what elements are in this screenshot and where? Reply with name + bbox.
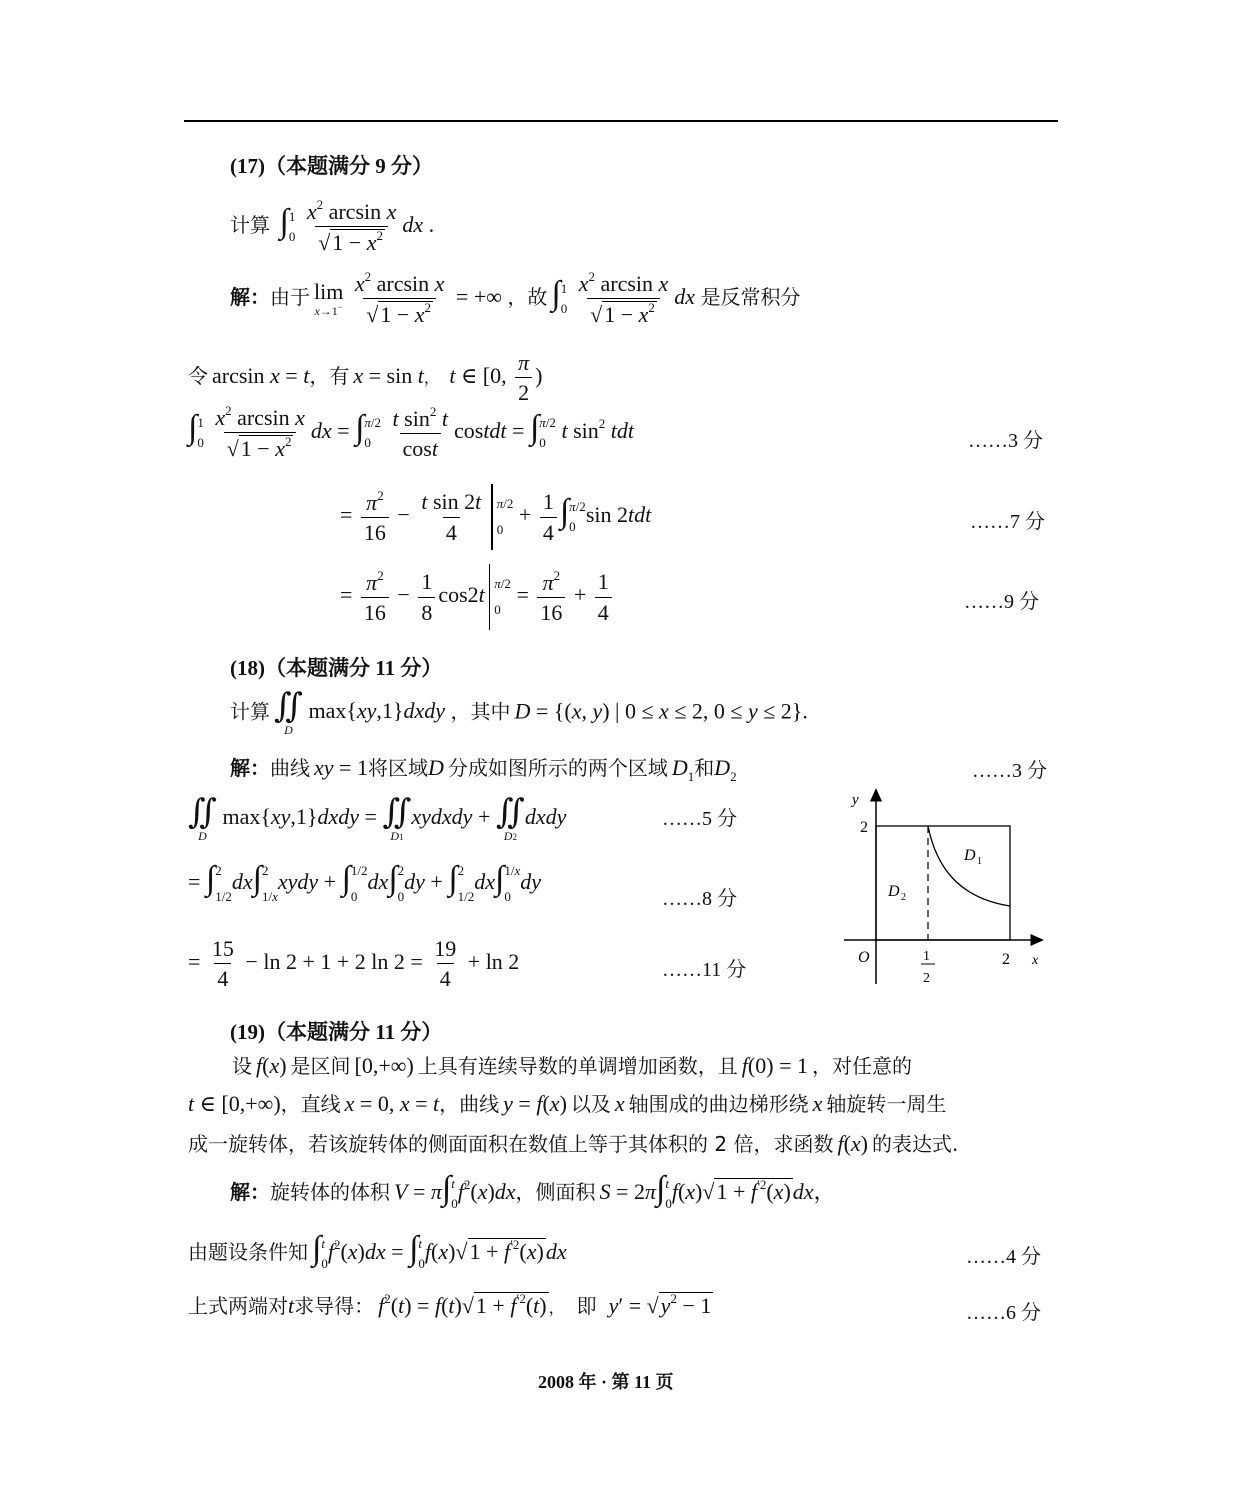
p18-where: ，其中: [450, 699, 511, 724]
fig-region-d1-sub: 1: [977, 856, 982, 867]
p17-sol-mid: ，故: [507, 284, 548, 309]
p18-solution-line1: 解：曲线 xy = 1将区域D 分成如图所示的两个区域 $D_1$和$D_2$: [230, 755, 737, 784]
p19-line2-a: ，直线: [280, 1092, 341, 1116]
p17-ask: 计算: [230, 212, 270, 237]
p19-line1-d: ，对任意的: [811, 1054, 912, 1078]
fig-origin: O: [858, 949, 870, 966]
p18-region-figure: [838, 786, 1050, 996]
p19-sol-label: 解：: [230, 1180, 270, 1204]
p19-line2-e: 轴旋转一周生: [826, 1092, 947, 1116]
p17-score-3: ……9 分: [964, 591, 1039, 613]
fig-y-label: y: [852, 792, 859, 808]
p17-score-2: ……7 分: [970, 511, 1045, 533]
p19-line1-c: 上具有连续导数的单调增加函数，且: [417, 1054, 738, 1078]
p19-line2: t ∈ [0,+∞)，直线 x = 0, x = t，曲线 y = f(x) 以及 x 轴围成的曲边梯形绕 x 轴旋转一周生: [188, 1091, 947, 1116]
p19-sol-a: 旋转体的体积: [270, 1180, 390, 1204]
p17-substitution: 令 arcsin x = t，有 x = sin t， t ∈ [0, $\frac{\pi}{2}$ ): [188, 350, 543, 406]
p18-score-3: ……8 分: [662, 888, 737, 910]
p19-deriv-b: 求导得：: [294, 1294, 375, 1318]
problem-17-header: (17)（本题满分 9 分）: [230, 154, 433, 178]
p17-sub-b: ，有: [309, 363, 350, 388]
fig-region-d2-sub: 2: [901, 892, 906, 903]
p19-line3: 成一旋转体，若该旋转体的侧面面积在数值上等于其体积的 2 倍，求函数 f(x) 的表达式.: [188, 1131, 959, 1156]
p19-deriv-c: 即: [576, 1294, 597, 1318]
fig-x-label: x: [1032, 953, 1039, 968]
p18-sol-label: 解：: [230, 756, 270, 780]
fig-tick-y-2: 2: [860, 819, 868, 836]
fig-region-d1: D: [964, 847, 976, 864]
p18-and: 和: [694, 756, 715, 780]
p19-score-1: ……4 分: [966, 1246, 1041, 1268]
p17-step3: = $\frac{\pi^2}{16}$ − $\frac{1}{8}$ cos2t π/2 0 = $\frac{\pi^2}{16}$ + $\frac{1}{4}$: [340, 564, 615, 630]
p19-line3-text: 成一旋转体，若该旋转体的侧面面积在数值上等于其体积的 2 倍，求函数: [188, 1132, 834, 1156]
p19-line1: 设 f(x) 是区间 [0,+∞) 上具有连续导数的单调增加函数，且 f(0) = 1 ，对任意的: [232, 1053, 912, 1078]
p19-score-2: ……6 分: [966, 1302, 1041, 1324]
p17-sol-tail: 是反常积分: [700, 284, 801, 309]
p17-step1: ∫ 1 0 $\frac{x^2 \arcsin x}{√1 - x^2}$ dx = ∫ π/2 0 $\frac{t \sin^2 t}{\cos t}$ costdt = ∫ π/2 0 t $\sin^2$ tdt: [188, 403, 634, 462]
p18-score-2: ……5 分: [662, 808, 737, 830]
problem-19-header: (19)（本题满分 11 分）: [230, 1020, 443, 1044]
fig-tick-x-2: 2: [1002, 951, 1010, 968]
p19-condition: 由题设条件知 ∫ t 0 $f^2(x)dx$ = ∫ t 0 $f(x)√1 + f^{'2}(x)dx$: [188, 1230, 567, 1271]
p19-cond: 由题设条件知: [188, 1240, 308, 1264]
p19-line1-b: 是区间: [290, 1054, 351, 1078]
p18-score-1: ……3 分: [972, 760, 1047, 782]
hyperbola-curve: [928, 826, 1010, 906]
top-rule: [184, 120, 1058, 122]
p18-sol-b: 将区域: [367, 756, 428, 780]
p19-line1-a: 设: [232, 1054, 252, 1078]
p18-ask: 计算: [230, 699, 270, 724]
page-footer: 2008 年 · 第 11 页: [538, 1372, 674, 1392]
p17-sol-intro: 由于: [270, 284, 310, 309]
p18-step3: = $\frac{15}{4}$ − ln 2 + 1 + 2 ln 2 = $\frac{19}{4}$ + ln 2: [188, 936, 520, 992]
p17-sub-a: 令: [188, 363, 208, 388]
p17-solution-line1: 解：由于 lim x→1− $\frac{x^2 \arcsin x}{√1 - x^2}$ = +∞ ，故 ∫ 1 0 $\frac{x^2 \arcsin x}{√1 - x^2}$ dx 是反常积分: [230, 269, 801, 328]
p17-score-1: ……3 分: [968, 430, 1043, 452]
p19-line2-c: 以及: [570, 1092, 611, 1116]
p18-score-4: ……11 分: [662, 959, 747, 981]
p18-step2: = ∫ 2 1/2 dx∫ 2 1/x xydy + ∫ 1/2 0 dx∫ 2 0 dy + ∫ 2 1/2 dx∫ 1/x 0 dy: [188, 860, 542, 904]
fig-region-d2: D: [888, 883, 900, 900]
p19-sol-b: ，侧面积: [515, 1180, 596, 1204]
p18-sol-c: 分成如图所示的两个区域: [447, 756, 668, 780]
p17-step2: = $\frac{\pi^2}{16}$ − $\frac{\text{t sin 2t}}{4}$ π/2 0 + $\frac{1}{4}$ ∫ π/2 0 sin 2tdt: [340, 484, 651, 550]
p17-question: 计算 ∫ 1 0 $\frac{x^2 \arcsin x}{√1 - x^2}$ dx .: [230, 197, 435, 256]
p18-question: 计算 ∬ D max{xy,1}dxdy ，其中 D = {(x, y) | 0 ≤ x ≤ 2, 0 ≤ y ≤ 2}.: [230, 688, 808, 737]
fig-tick-half-num: 1: [923, 949, 930, 964]
p19-solution-line1: 解：旋转体的体积 V = π∫ t 0 $f^2(x)dx$，侧面积 S = 2π∫ t 0 $f(x)√1 + f^{'2}(x)dx$，: [230, 1170, 836, 1211]
p19-line2-b: ，曲线: [439, 1092, 500, 1116]
p19-line2-d: 轴围成的曲边梯形绕: [628, 1092, 809, 1116]
p19-deriv-a: 上式两端对: [188, 1294, 288, 1318]
p17-sol-label: 解：: [230, 284, 270, 309]
p18-step1: ∬ D max{xy,1}dxdy = ∬ D1 xydxdy + ∬ D2 dxdy: [188, 794, 567, 843]
p19-line3-end: 的表达式.: [872, 1132, 959, 1156]
p19-derivative: 上式两端对t求导得： $f^2(t) = f(t)√1 + f^{'2}(t)$ ， 即 $y' = √y^2 - 1$: [188, 1291, 712, 1318]
fig-tick-half-den: 2: [923, 971, 930, 986]
problem-18-header: (18)（本题满分 11 分）: [230, 656, 443, 680]
p18-sol-a: 曲线: [270, 756, 310, 780]
